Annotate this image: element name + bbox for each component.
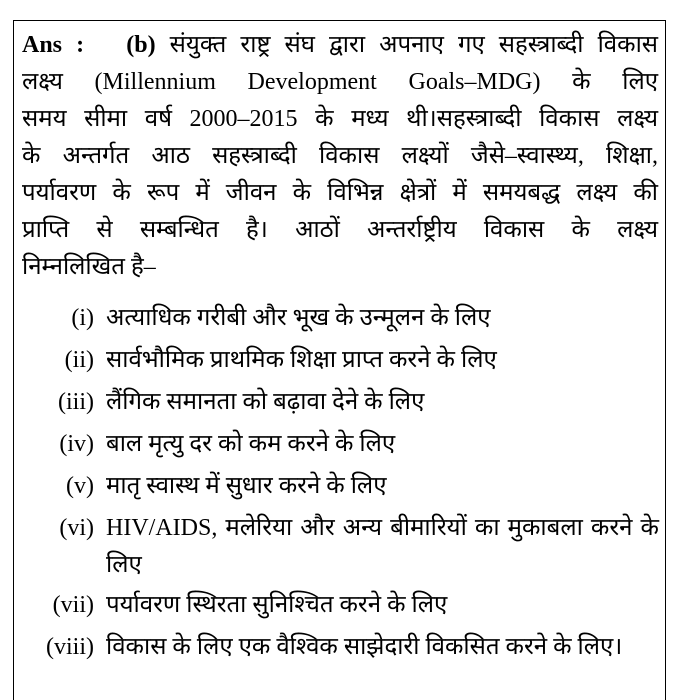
goal-item xyxy=(14,507,665,584)
goal-number: (iii) xyxy=(58,389,94,415)
goal-number: (vii) xyxy=(52,592,94,618)
answer-line: समय सीमा वर्ष 2000–2015 के मध्य थी।सहस्त्राब्दी विकास लक्ष्य xyxy=(22,106,658,132)
answer-paragraph xyxy=(22,27,658,286)
goal-text: विकास के लिए एक वैश्विक साझेदारी विकसित करने के लिए। xyxy=(106,634,623,660)
goal-text: HIV/AIDS, मलेरिया और अन्य बीमारियों का मुकाबला करने के लिए xyxy=(106,515,659,578)
answer-option: (b) xyxy=(126,32,156,58)
answer-line: निम्नलिखित है– xyxy=(22,254,156,280)
goal-text: लैंगिक समानता को बढ़ावा देने के लिए xyxy=(106,389,425,415)
answer-line: के अन्तर्गत आठ सहस्त्राब्दी विकास लक्ष्यों जैसे–स्वास्थ्य, शिक्षा, xyxy=(22,143,658,169)
goal-item xyxy=(14,381,665,423)
answer-box xyxy=(13,20,666,700)
goal-number: (vi) xyxy=(59,515,94,541)
goal-item xyxy=(14,626,665,668)
answer-prefix: Ans : xyxy=(22,32,85,58)
goal-item xyxy=(14,584,665,626)
goal-item xyxy=(14,465,665,507)
goal-number: (iv) xyxy=(59,431,94,457)
goal-list xyxy=(14,297,665,668)
line-text: संयुक्त राष्ट्र संघ द्वारा अपनाए गए सहस्त्राब्दी विकास xyxy=(169,32,659,58)
goal-number: (viii) xyxy=(46,634,94,660)
goal-text: अत्याधिक गरीबी और भूख के उन्मूलन के लिए xyxy=(106,305,491,331)
answer-line xyxy=(22,27,658,64)
answer-line: प्राप्ति से सम्बन्धित है। आठों अन्तर्राष्ट्रीय विकास के लक्ष्य xyxy=(22,217,658,243)
goal-text: सार्वभौमिक प्राथमिक शिक्षा प्राप्त करने के लिए xyxy=(106,347,497,373)
goal-text: मातृ स्वास्थ में सुधार करने के लिए xyxy=(106,473,387,499)
goal-item xyxy=(14,339,665,381)
goal-text: बाल मृत्यु दर को कम करने के लिए xyxy=(106,431,396,457)
goal-text: पर्यावरण स्थिरता सुनिश्चित करने के लिए xyxy=(106,592,448,618)
goal-number: (ii) xyxy=(64,347,94,373)
goal-number: (i) xyxy=(71,305,94,331)
goal-item xyxy=(14,423,665,465)
answer-line: पर्यावरण के रूप में जीवन के विभिन्न क्षेत्रों में समयबद्ध लक्ष्य की xyxy=(22,180,658,206)
goal-number: (v) xyxy=(66,473,94,499)
answer-line: लक्ष्य (Millennium Development Goals–MDG) के लिए xyxy=(22,69,658,95)
goal-item xyxy=(14,297,665,339)
